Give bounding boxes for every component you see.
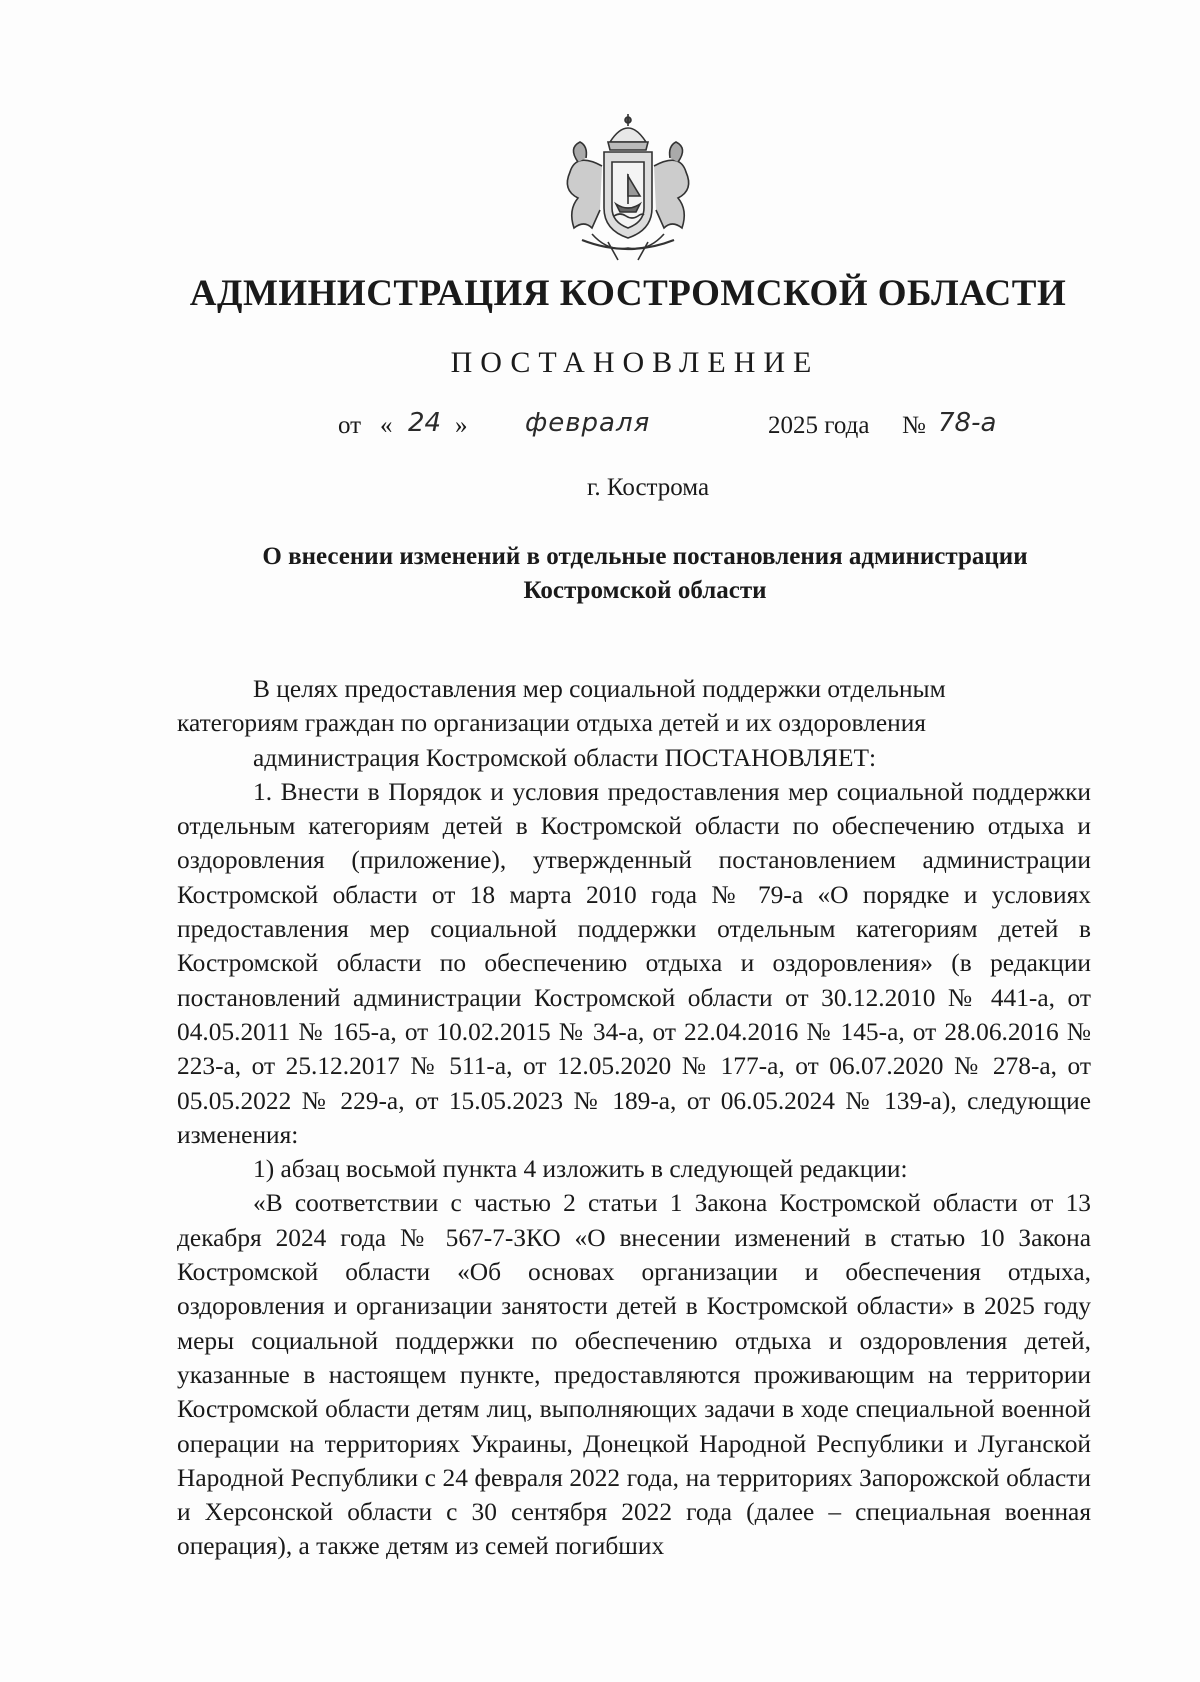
title-line-1: О внесении изменений в отдельные постановления администрации <box>262 543 1028 570</box>
paragraph-3: 1. Внести в Порядок и условия предоставления мер социальной поддержки отдельным категориям детей в Костромской области по обеспечению отдыха и оздоровления (приложение), утвержденный постановлением администрации Костромской области от 18 марта 2010 года № 79-а «О порядке и условиях предоставления мер социальной поддержки отдельным категориям детей в Костромской области по обеспечению отдыха и оздоровления» (в редакции постановлений администрации Костромской области от 30.12.2010 № 441-а, от 04.05.2011 № 165-а, от 10.02.2015 № 34-а, от 22.04.2016 № 145-а, от 28.06.2016 № 223-а, от 25.12.2017 № 511-а, от 12.05.2020 № 177-а, от 06.07.2020 № 278-а, от 05.05.2022 № 229-а, от 15.05.2023 № 189-а, от 06.05.2024 № 139-а), следующие изменения: <box>177 777 1091 1149</box>
paragraph-1-line-2: категориям граждан по организации отдыха детей и их оздоровления <box>177 709 926 738</box>
document-title <box>150 540 1110 608</box>
number-label: № <box>902 412 926 439</box>
date-line <box>0 408 1200 458</box>
date-month-handwritten: февраля <box>525 408 651 438</box>
date-year: 2025 года <box>768 412 870 439</box>
date-quote-open: « <box>380 412 393 439</box>
date-quote-close: » <box>455 412 468 439</box>
coat-of-arms-icon <box>548 112 708 262</box>
paragraph-2: администрация Костромской области ПОСТАНОВЛЯЕТ: <box>253 743 877 772</box>
paragraph-5: «В соответствии с частью 2 статьи 1 Закона Костромской области от 13 декабря 2024 года № 567-7-ЗКО «О внесении изменений в статью 10 Закона Костромской области «Об основах организации и обеспечения отдыха, оздоровления и организации занятости детей в Костромской области» в 2025 году меры социальной поддержки по обеспечению отдыха и оздоровления детей, указанные в настоящем пункте, предоставляются проживающим на территории Костромской области детям лиц, выполняющих задачи в ходе специальной военной операции на территориях Украины, Донецкой Народной Республики и Луганской Народной Республики с 24 февраля 2022 года, на территориях Запорожской области и Херсонской области с 30 сентября 2022 года (далее – специальная военная операция), а также детям из семей погибших <box>177 1189 1091 1561</box>
paragraph-1-line-1: В целях предоставления мер социальной поддержки отдельным <box>253 675 946 703</box>
city-name: г. Кострома <box>586 474 710 501</box>
title-line-2: Костромской области <box>523 577 767 604</box>
document-number-handwritten: 78-а <box>938 408 997 438</box>
organization-name: АДМИНИСТРАЦИЯ КОСТРОМСКОЙ ОБЛАСТИ <box>189 273 1067 314</box>
document-type: ПОСТАНОВЛЕНИЕ <box>450 346 820 379</box>
date-day-handwritten: 24 <box>408 408 442 438</box>
date-from-label: от <box>338 412 362 439</box>
paragraph-4: 1) абзац восьмой пункта 4 изложить в следующей редакции: <box>253 1155 908 1184</box>
document-body <box>177 672 1091 1564</box>
